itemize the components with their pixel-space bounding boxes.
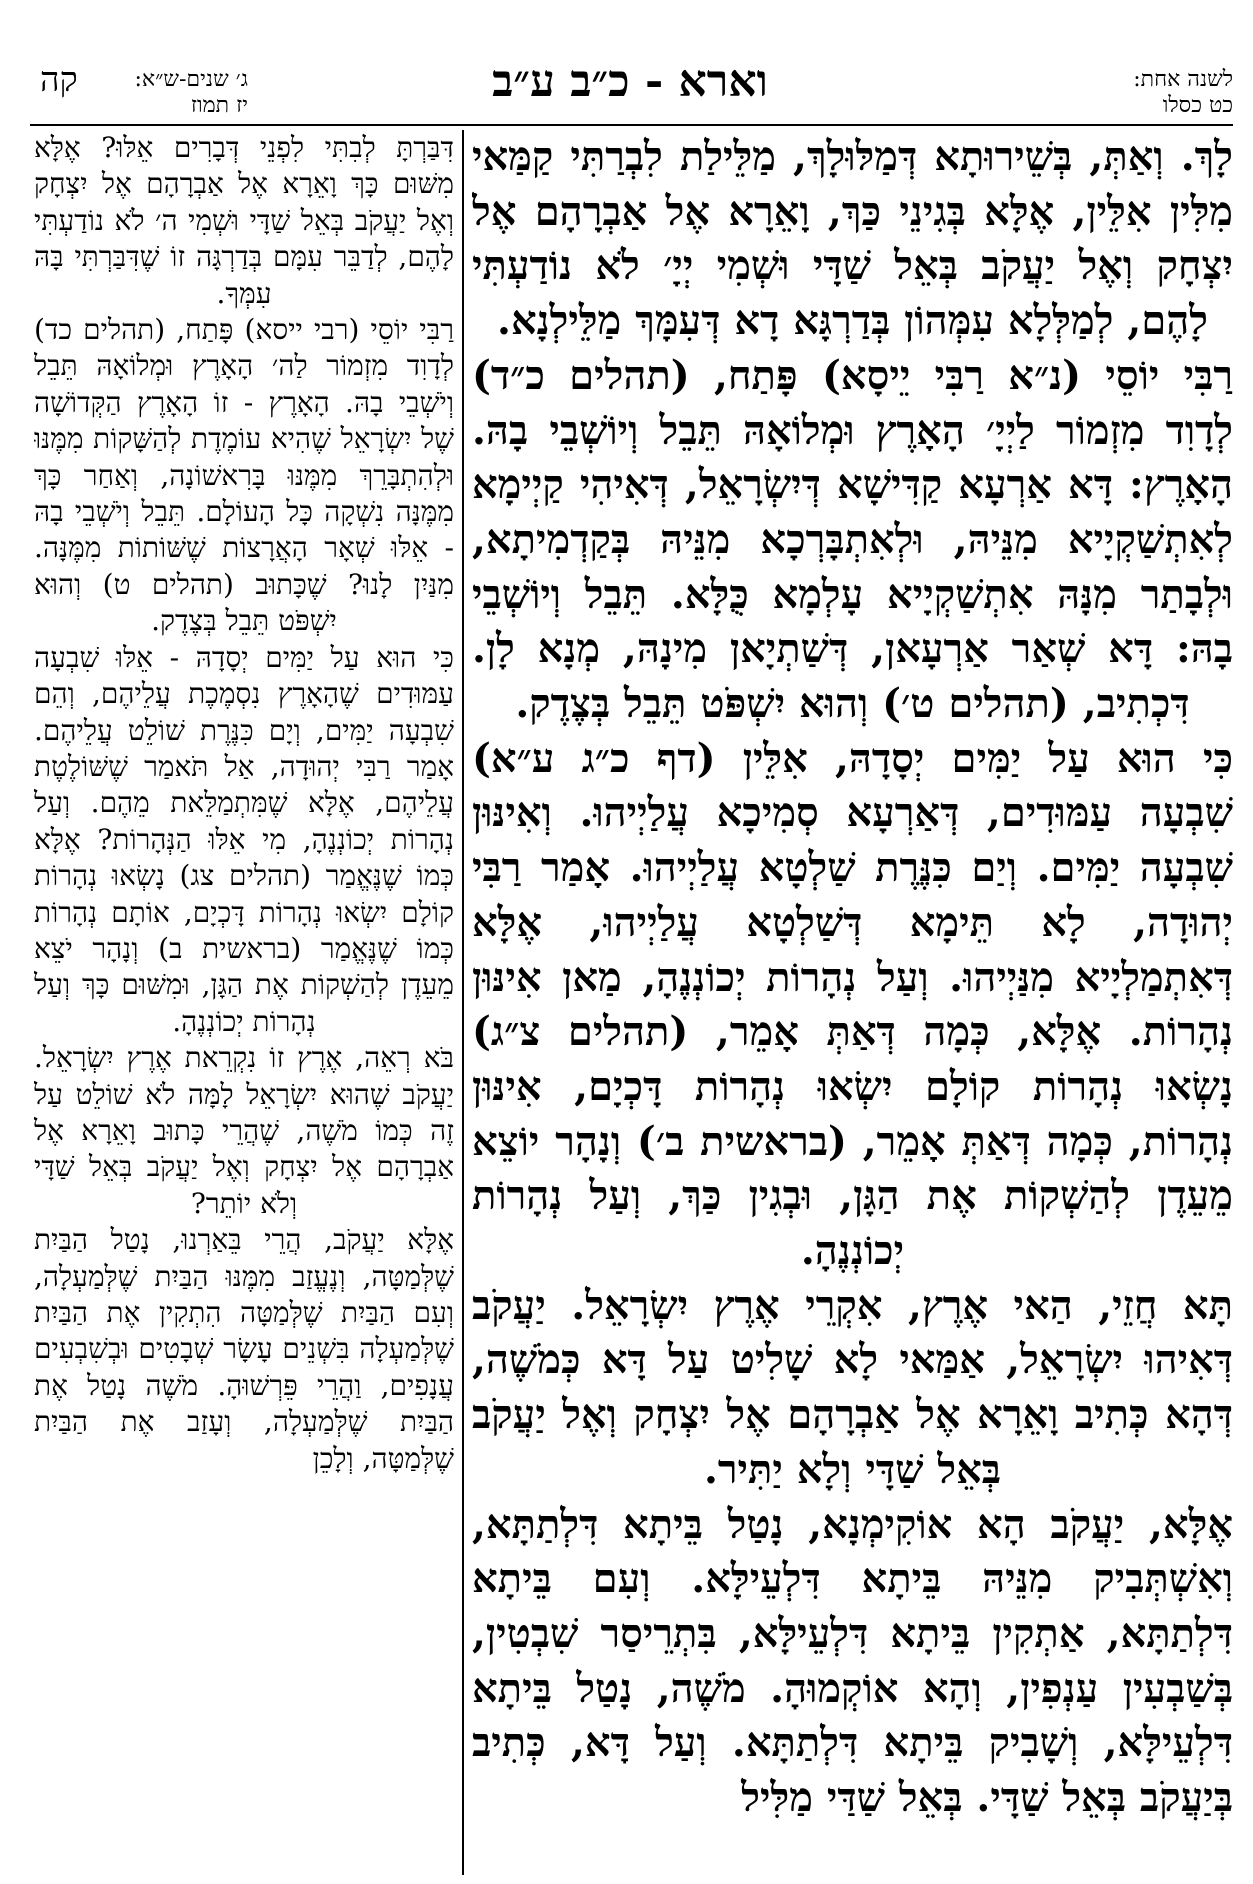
column-divider [462,130,464,1875]
header-rule [30,124,1233,126]
page-title: וארא - כ״ב ע״ב [492,56,768,107]
main-text-column [472,130,1233,1875]
one-year-schedule-label: לשנה אחת: [1133,67,1233,92]
side-paragraph-3: כִּי הוּא עַל יַמִּים יְסָדָהּ - אֵלּוּ שִׁבְעָה עַמּוּדִים שֶׁהָאָרֶץ נִסְמֶכֶת עֲלֵיהֶם, וְהֵם שִׁבְעָה יַמִּים, וְיָם כִּנֶּרֶת שׁוֹלֵט עֲלֵיהֶם. אָמַר רַבִּי יְהוּדָה, אַל תֹּאמַר שֶׁשּׁוֹלֶטֶת עֲלֵיהֶם, אֶלָּא שֶׁמִּתְמַלֵּאת מֵהֶם. וְעַל נְהָרוֹת יְכוֹנְנֶהָ, מִי אֵלּוּ הַנְּהָרוֹת? אֶלָּא כְּמוֹ שֶׁנֶּאֱמַר (תהלים צג) נָשְׂאוּ נְהָרוֹת קוֹלָם יִשְׂאוּ נְהָרוֹת דָּכְיָם, אוֹתָם נְהָרוֹת כְּמוֹ שֶׁנֶּאֱמַר (בראשית ב) וְנָהָר יֹצֵא מֵעֵדֶן לְהַשְׁקוֹת אֶת הַגָּן, וּמִשּׁוּם כָּךְ וְעַל נְהָרוֹת יְכוֹנְנֶהָ. [34,640,454,1038]
main-paragraph-4: תָּא חֲזֵי, הַאי אֶרֶץ, אִקְרֵי אֶרֶץ יִשְׂרָאֵל. יַעֲקֹב דְּאִיהוּ יִשְׂרָאֵל, אַמַּאי לָא שָׁלִיט עַל דָּא כְּמֹשֶׁה, דְּהָא כְּתִיב וָאֵרָא אֶל אַבְרָהָם אֶל יִצְחָק וְאֶל יַעֲקֹב בְּאֵל שַׁדָּי וְלָא יַתִּיר. [472,1281,1233,1493]
header-center [330,0,930,110]
main-paragraph-5: אֶלָּא, יַעֲקֹב הָא אוֹקִימְנָא, נָטַל בֵּיתָא דִּלְתַתָּא, וְאִשְׁתְּבִיק מִנֵּיהּ בֵּיתָא דִּלְעֵילָּא. וְעִם בֵּיתָא דִּלְתַתָּא, אַתְקִין בֵּיתָא דִּלְעֵילָּא, בִּתְרֵיסַר שִׁבְטִין, בְּשַׁבְעִין עַנְפִין, וְהָא אוֹקְמוּהָ. מֹשֶׁה, נָטַל בֵּיתָא דִּלְעֵילָּא, וְשָׁבִיק בֵּיתָא דִּלְתַתָּא. וְעַל דָּא, כְּתִיב בְּיַעֲקֹב בְּאֵל שַׁדָּי. בְּאֵל שַׁדַּי מַלִּיל [472,1500,1233,1822]
side-paragraph-1: דִּבַּרְתָּ לְבִתִּי לִפְנֵי דְּבָרִים אֵלּוּ? אֶלָּא מִשּׁוּם כָּךְ וָאֵרָא אֶל אַבְרָהָם אֶל יִצְחָק וְאֶל יַעֲקֹב בְּאֵל שַׁדָּי וּשְׁמִי ה׳ לֹא נוֹדַעְתִּי לָהֶם, לְדַבֵּר עִמָּם בְּדַרְגָּה זוֹ שֶׁדִּבַּרְתִּי בָּהּ עִמְּךָ. [34,131,454,310]
main-paragraph-1: לָךְ. וְאַתְּ, בְּשֵׁירוּתָא דְּמַלּוּלָךְ, מַלֵּילַת לִבְרַתִּי קַמַּאי מִלִּין אִלֵּין, אֶלָּא בְּגִינֵי כַּךְ, וָאֵרָא אֶל אַבְרָהָם אֶל יִצְחָק וְאֶל יַעֲקֹב בְּאֵל שַׁדָּי וּשְׁמִי יְיָ׳ לֹא נוֹדַעְתִּי לָהֶם, לְמַלְּלָא עִמְּהוֹן בְּדַרְגָּא דָא דְּעִמָּךְ מַלֵּילְנָא. [472,133,1233,345]
three-year-schedule-label: ג׳ שנים-ש״א: [134,67,248,92]
main-paragraph-2: רַבִּי יוֹסֵי (נ״א רַבִּי יֵיסָא) פָּתַח, (תהלים כ״ד) לְדָוִד מִזְמוֹר לַיְיָ׳ הָאָרֶץ וּמְלוֹאָהּ תֵּבֵל וְיוֹשְׁבֵי בָהּ. הָאָרֶץ: דָּא אַרְעָא קַדִּישָׁא דְּיִשְׂרָאֵל, דְּאִיהִי קַיְימָא לְאִתְשַׁקְיָיא מִנֵּיהּ, וּלְאִתְבָּרְכָא מִנֵּיהּ בְּקַדְמִיתָא, וּלְבָתַר מִנָּהּ אִתְשַׁקְיָיא עָלְמָא כֻּלָּא. תֵּבֵל וְיוֹשְׁבֵי בָהּ: דָּא שְׁאַר אַרְעָאן, דְּשַׁתְיָאן מִינָהּ, מְנָא לָן. דִּכְתִיב, (תהלים ט׳) וְהוּא יִשְׁפֹּט תֵּבֵל בְּצֶדֶק. [472,351,1233,728]
side-paragraph-2: רַבִּי יוֹסֵי (רבי ייסא) פָּתַח, (תהלים כד) לְדָוִד מִזְמוֹר לַה׳ הָאָרֶץ וּמְלוֹאָהּ תֵּבֵל וְיֹשְׁבֵי בָהּ. הָאָרֶץ - זוֹ הָאָרֶץ הַקְּדוֹשָׁה שֶׁל יִשְׂרָאֵל שֶׁהִיא עוֹמֶדֶת לְהַשָּׁקוֹת מִמֶּנּוּ וּלְהִתְבָּרֵךְ מִמֶּנּוּ בָּרִאשׁוֹנָה, וְאַחַר כָּךְ מִמֶּנָּה נִשְׁקָה כָּל הָעוֹלָם. תֵּבֵל וְיֹשְׁבֵי בָהּ - אֵלּוּ שְׁאָר הָאֲרָצוֹת שֶׁשּׁוֹתוֹת מִמֶּנָּה. מִנַּיִן לָנוּ? שֶׁכָּתוּב (תהלים ט) וְהוּא יִשְׁפֹּט תֵּבֵל בְּצֶדֶק. [34,313,454,638]
page-number: קה [40,60,78,100]
side-paragraph-4: בֹּא רְאֵה, אֶרֶץ זוֹ נִקְרֵאת אֶרֶץ יִשְׂרָאֵל. יַעֲקֹב שֶׁהוּא יִשְׂרָאֵל לָמָּה לֹא שׁוֹלֵט עַל זֶה כְּמוֹ מֹשֶׁה, שֶׁהֲרֵי כָּתוּב וָאֵרָא אֶל אַבְרָהָם אֶל יִצְחָק וְאֶל יַעֲקֹב בְּאֵל שַׁדָּי וְלֹא יוֹתֵר? [34,1041,454,1220]
side-paragraph-5: אֶלָּא יַעֲקֹב, הֲרֵי בֵּאַרְנוּ, נָטַל הַבַּיִת שֶׁלְּמַטָּה, וְנֶעֱזַב מִמֶּנּוּ הַבַּיִת שֶׁלְּמַעְלָה, וְעִם הַבַּיִת שֶׁלְּמַטָּה הִתְקִין אֶת הַבַּיִת שֶׁלְּמַעְלָה בִּשְׁנֵים עָשָׂר שְׁבָטִים וּבְשִׁבְעִים עֲנָפִים, וַהֲרֵי פֵּרְשׁוּהָ. מֹשֶׁה נָטַל אֶת הַבַּיִת שֶׁלְּמַעְלָה, וְעָזַב אֶת הַבַּיִת שֶׁלְּמַטָּה, וְלָכֵן [34,1223,454,1475]
header-right-schedule [993,0,1253,118]
main-paragraph-3: כִּי הוּא עַל יַמִּים יְסָדָהּ, אִלֵּין (דף כ״ג ע״א) שִׁבְעָה עַמּוּדִים, דְּאַרְעָא סְמִיכָא עֲלַיְיהוּ. וְאִינּוּן שִׁבְעָה יַמִּים. וְיַם כִּנֶּרֶת שַׁלְטָא עֲלַיְיהוּ. אָמַר רַבִּי יְהוּדָה, לָא תֵּימָא דְּשַׁלְטָא עֲלַיְיהוּ, אֶלָּא דְּאִתְמַלְיָיא מִנַּיְיהוּ. וְעַל נְהָרוֹת יְכוֹנְנֶהָ, מַאן אִינּוּן נְהָרוֹת. אֶלָּא, כְּמָה דְּאַתְּ אָמֵר, (תהלים צ״ג) נָשְׂאוּ נְהָרוֹת קוֹלָם יִשְׂאוּ נְהָרוֹת דָּכְיָם, אִינּוּן נְהָרוֹת, כְּמָה דְּאַתְּ אָמֵר, (בראשית ב׳) וְנָהָר יוֹצֵא מֵעֵדֶן לְהַשְׁקוֹת אֶת הַגָּן, וּבְגִין כַּךְ, וְעַל נְהָרוֹת יְכוֹנְנֶהָ. [472,734,1233,1275]
three-year-schedule-date: יז תמוז [190,93,248,118]
one-year-schedule-date: כט כסלו [1162,93,1233,118]
header-left-schedule [0,0,330,118]
translation-column [34,130,454,1875]
